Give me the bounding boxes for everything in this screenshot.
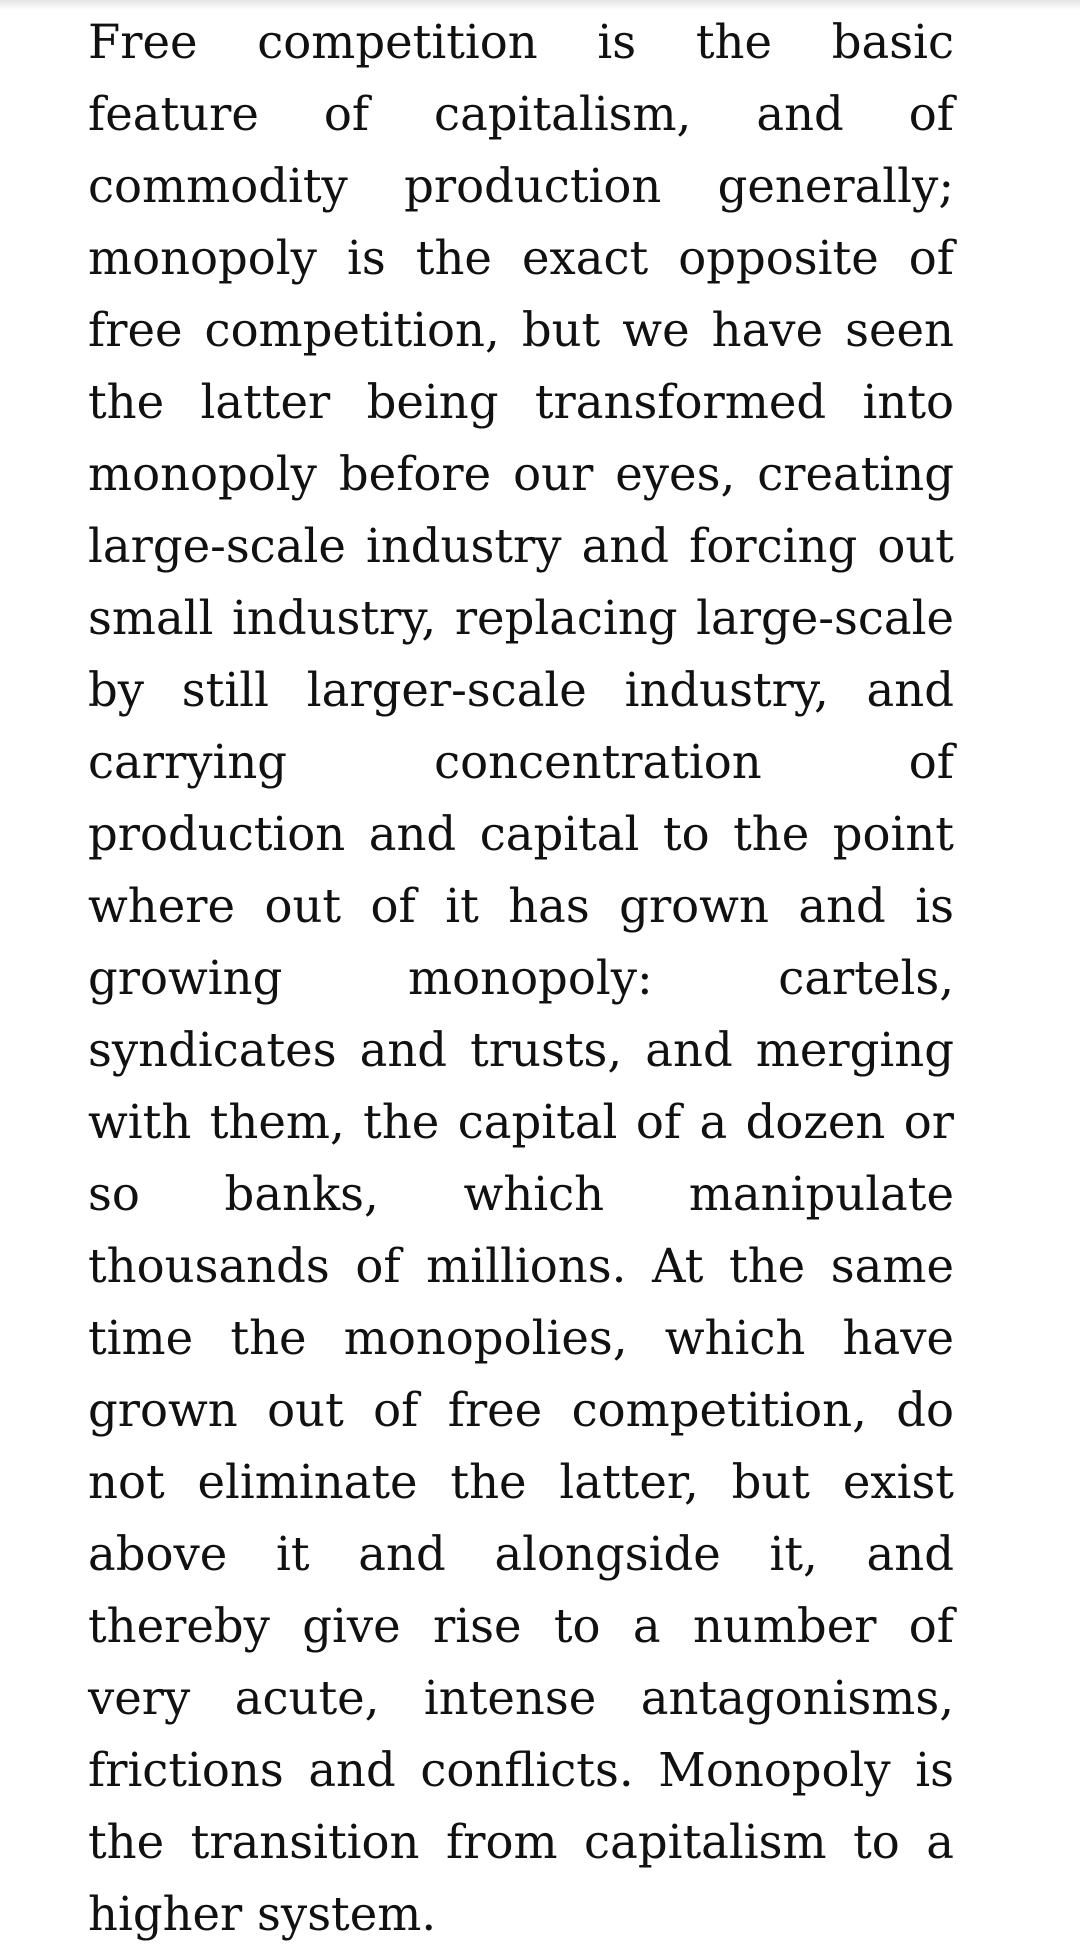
reader-page[interactable] [88,6,954,1950]
body-paragraph: Free competition is the basic feature of capitalism, and of commodity production generally; monopoly is the exact opposite of free competition, but we have seen the latter being transformed into monopoly before our eyes, creating large-scale industry and forcing out small industry, replacing large-scale by still larger-scale industry, and carrying concentration of production and capital to the point where out of it has grown and is growing monopoly: cartels, syndicates and trusts, and merging with them, the capital of a dozen or so banks, which manipulate thousands of millions. At the same time the monopolies, which have grown out of free competition, do not eliminate the latter, but exist above it and alongside it, and thereby give rise to a number of very acute, intense antagonisms, frictions and conflicts. Monopoly is the transition from capitalism to a higher system. [88,15,954,1941]
